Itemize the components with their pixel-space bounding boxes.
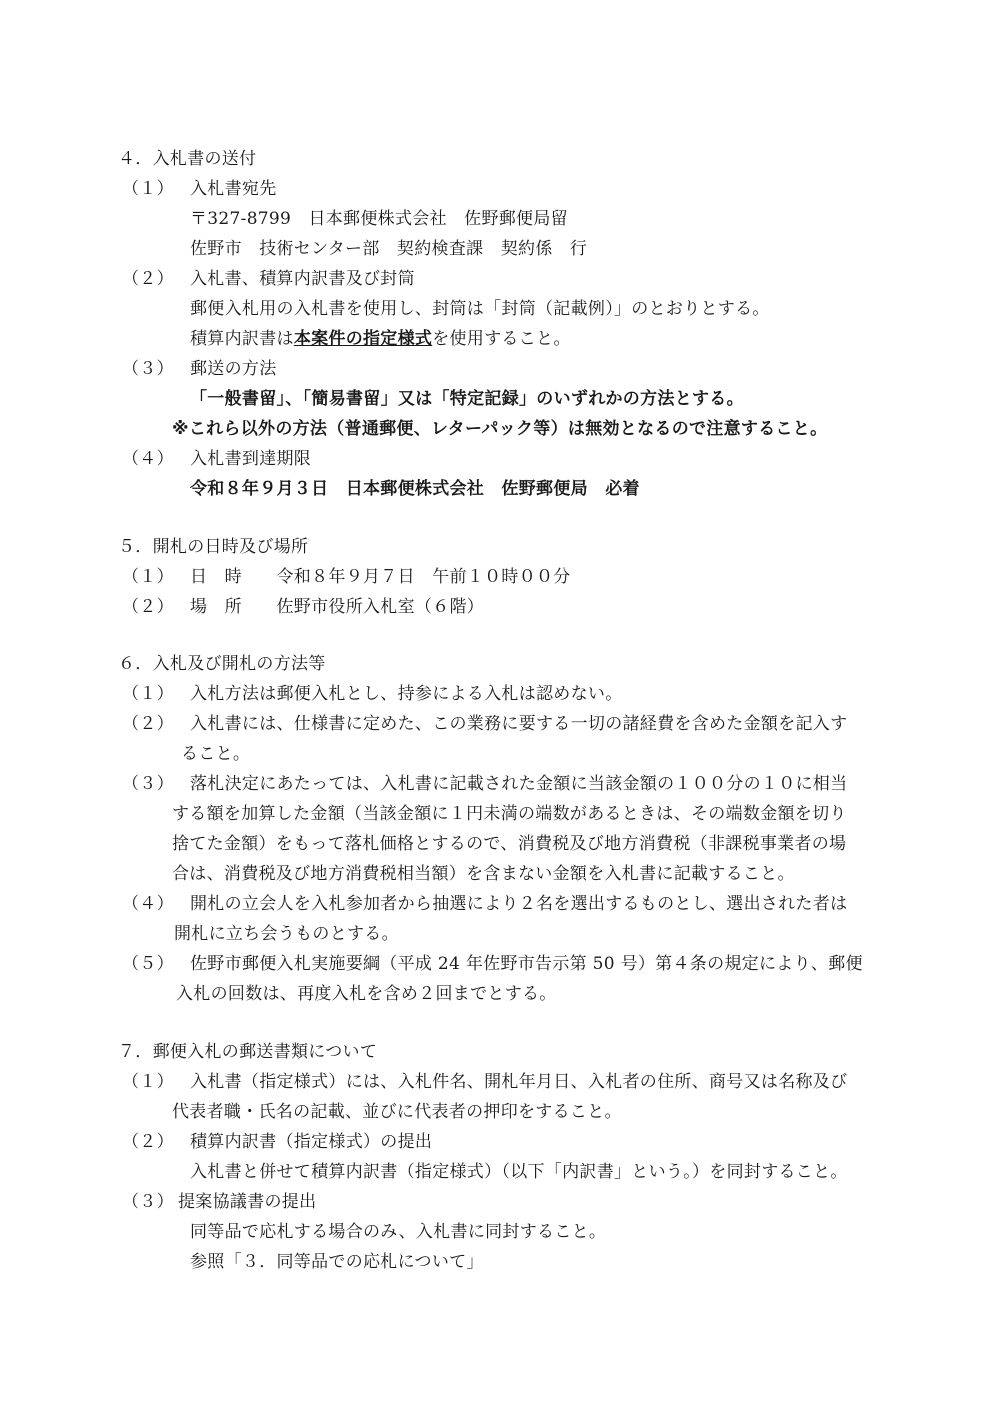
s4-deadline: 令和８年９月３日 日本郵便株式会社 佐野郵便局 必着 [190,479,640,499]
s5-place: 場 所 佐野市役所入札室（６階） [190,597,485,617]
s6-item2-line1: 入札書には、仕様書に定めた、この業務に要する一切の諸経費を含めた金額を記入す [190,714,848,734]
s6-item5-line2: 入札の回数は、再度入札を含め２回までとする。 [176,984,557,1004]
s4-mail-methods: 「一般書留」、「簡易書留」又は「特定記録」のいずれかの方法とする。 [190,389,744,409]
s5-datetime: 日 時 令和８年９月７日 午前１０時００分 [190,567,571,587]
s6-item5-number: （５） [122,954,174,974]
designated-format-emphasis: 本案件の指定様式 [293,329,433,349]
s6-item3-line2: する額を加算した金額（当該金額に１円未満の端数があるときは、その端数金額を切り [172,804,847,824]
s7-item2-number: （２） [122,1132,174,1152]
s4-item1-label: 入札書宛先 [190,179,277,199]
s4-item2-number: （２） [122,269,174,289]
s6-item2-line2: ること。 [181,744,251,764]
s4-item2-text2-post: を使用すること。 [432,329,571,349]
s6-item1-number: （１） [122,684,174,704]
s4-address-line1: 〒327-8799 日本郵便株式会社 佐野郵便局留 [190,209,568,229]
section-7-heading: ７．郵便入札の郵送書類について [118,1042,378,1062]
s7-item3-text2: 参照「３．同等品での応札について」 [190,1252,484,1272]
section-5-heading: ５．開札の日時及び場所 [118,537,309,557]
s4-address-line2: 佐野市 技術センター部 契約検査課 契約係 行 [190,239,588,259]
s6-item3-line3: 捨てた金額）をもって落札価格とするので、消費税及び地方消費税（非課税事業者の場 [172,834,847,854]
s6-item3-number: （３） [122,774,174,794]
s6-item4-line1: 開札の立会人を入札参加者から抽選により２名を選出するものとし、選出された者は [190,894,848,914]
s6-item4-number: （４） [122,894,174,914]
s4-item4-label: 入札書到達期限 [190,449,312,469]
s4-item2-text2-pre: 積算内訳書は [190,329,294,349]
section-6-heading: ６．入札及び開札の方法等 [118,654,326,674]
section-4-heading: ４．入札書の送付 [118,149,257,169]
s6-item3-line1: 落札決定にあたっては、入札書に記載された金額に当該金額の１００分の１０に相当 [190,774,848,794]
s6-item1-line1: 入札方法は郵便入札とし、持参による入札は認めない。 [190,684,623,704]
s4-item2-label: 入札書、積算内訳書及び封筒 [190,269,415,289]
s7-item3-text1: 同等品で応札する場合のみ、入札書に同封すること。 [190,1222,607,1242]
s7-item3-label: 提案協議書の提出 [178,1192,317,1212]
s7-item3-number: （３） [122,1192,174,1212]
s4-item2-text1: 郵便入札用の入札書を使用し、封筒は「封筒（記載例）」のとおりとする。 [190,299,770,319]
s6-item3-line4: 合は、消費税及び地方消費税相当額）を含まない金額を入札書に記載すること。 [172,864,795,884]
s7-item1-line1: 入札書（指定様式）には、入札件名、開札年月日、入札者の住所、商号又は名称及び [190,1072,848,1092]
s4-mail-warning: ※これら以外の方法（普通郵便、レターパック等）は無効となるので注意すること。 [172,419,828,439]
s6-item4-line2: 開札に立ち会うものとする。 [174,924,399,944]
s4-item3-number: （３） [122,359,174,379]
s6-item2-number: （２） [122,714,174,734]
s4-item2-text2 [190,327,571,351]
s7-item1-number: （１） [122,1072,174,1092]
s4-item1-number: （１） [122,179,174,199]
s6-item5-line1: 佐野市郵便入札実施要綱（平成 24 年佐野市告示第 50 号）第４条の規定により、郵便 [190,954,863,974]
s7-item2-label: 積算内訳書（指定様式）の提出 [190,1132,433,1152]
s7-item1-line2: 代表者職・氏名の記載、並びに代表者の押印をすること。 [172,1102,622,1122]
s7-item2-text: 入札書と併せて積算内訳書（指定様式）（以下「内訳書」という。）を同封すること。 [190,1162,848,1182]
s5-item2-number: （２） [122,597,174,617]
s4-item3-label: 郵送の方法 [190,359,277,379]
s4-item4-number: （４） [122,449,174,469]
s5-item1-number: （１） [122,567,174,587]
